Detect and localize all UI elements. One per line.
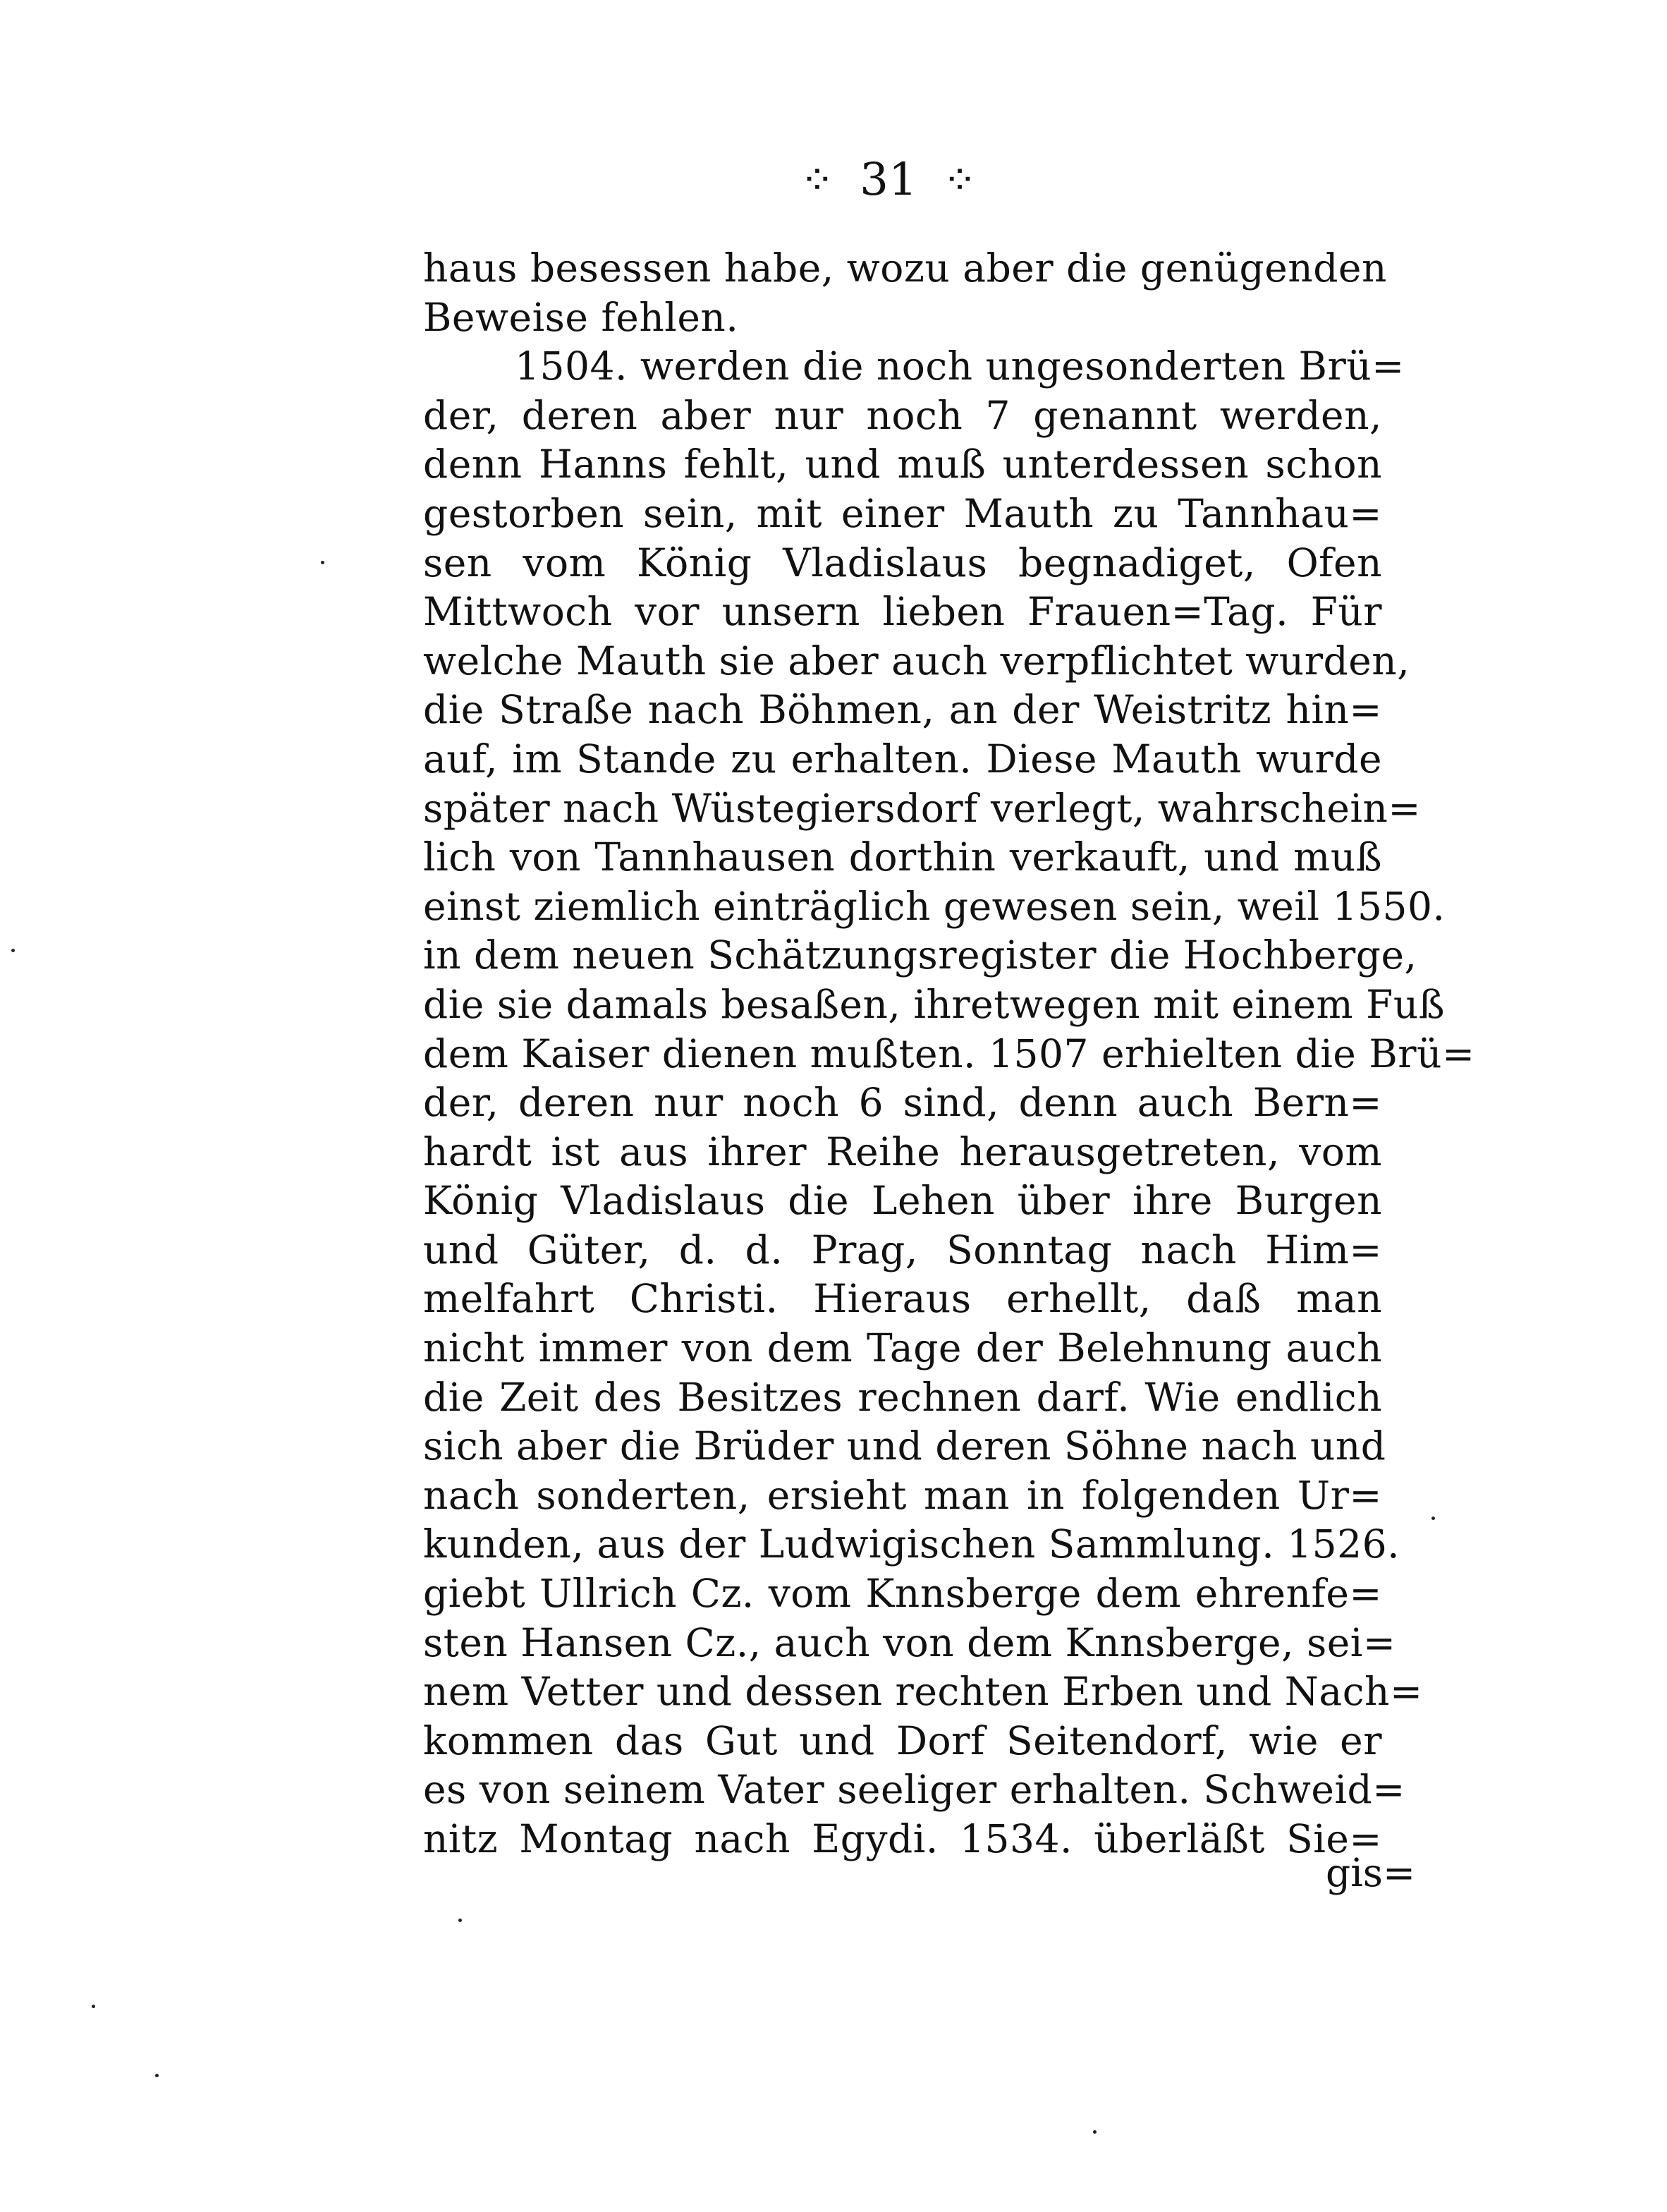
catchword: gis=	[1326, 1850, 1416, 1895]
text-line: nicht immer von dem Tage der Belehnung auch	[423, 1325, 1382, 1371]
left-ornament-icon: ⁘	[800, 156, 835, 204]
text-line: 1504. werden die noch ungesonderten Brü=	[515, 344, 1405, 389]
text-line: haus besessen habe, wozu aber die genügenden	[423, 245, 1387, 291]
scan-speck	[458, 1919, 462, 1922]
text-line: denn Hanns fehlt, und muß unterdessen schon	[423, 442, 1382, 487]
page-header	[733, 141, 1044, 219]
text-line: König Vladislaus die Lehen über ihre Burgen	[423, 1178, 1382, 1224]
scan-speck	[92, 2005, 95, 2008]
text-line: und Güter, d. d. Prag, Sonntag nach Him=	[423, 1227, 1382, 1272]
text-line: in dem neuen Schätzungsregister die Hochberge,	[423, 932, 1417, 978]
text-line: welche Mauth sie aber auch verpflichtet wurden,	[423, 638, 1410, 683]
text-line: giebt Ullrich Cz. vom Knnsberge dem ehrenfe=	[423, 1571, 1382, 1617]
scan-speck	[11, 949, 15, 952]
text-line: Beweise fehlen.	[423, 294, 739, 340]
text-line: Mittwoch vor unsern lieben Frauen=Tag. Für	[423, 589, 1382, 635]
text-line: der, deren nur noch 6 sind, denn auch Bern=	[423, 1080, 1382, 1126]
text-line: die sie damals besaßen, ihretwegen mit einem Fuß	[423, 981, 1446, 1027]
text-line: einst ziemlich einträglich gewesen sein, weil 1550.	[423, 883, 1446, 929]
text-line: lich von Tannhausen dorthin verkauft, und muß	[423, 834, 1382, 880]
text-line: später nach Wüstegiersdorf verlegt, wahrschein=	[423, 785, 1421, 831]
text-line: gestorben sein, mit einer Mauth zu Tannhau=	[423, 490, 1382, 536]
text-line: sten Hansen Cz., auch von dem Knnsberge, sei=	[423, 1620, 1396, 1665]
text-line: dem Kaiser dienen mußten. 1507 erhielten die Brü=	[423, 1031, 1475, 1076]
text-line: nitz Montag nach Egydi. 1534. überläßt Sie=	[423, 1816, 1382, 1861]
text-line: die Straße nach Böhmen, an der Weistritz hin=	[423, 687, 1382, 733]
text-line: sich aber die Brüder und deren Söhne nach und	[423, 1423, 1386, 1469]
text-line: die Zeit des Besitzes rechnen darf. Wie endlich	[423, 1374, 1382, 1420]
body-text	[423, 244, 1475, 1864]
text-line: auf, im Stande zu erhalten. Diese Mauth wurde	[423, 736, 1382, 782]
scan-speck	[1431, 1517, 1435, 1520]
text-line: nach sonderten, ersieht man in folgenden Ur=	[423, 1472, 1382, 1518]
scan-speck	[1093, 2130, 1097, 2134]
text-line: der, deren aber nur noch 7 genannt werden,	[423, 392, 1382, 438]
scan-speck	[155, 2074, 159, 2077]
page-number: 31	[860, 154, 917, 206]
text-line: sen vom König Vladislaus begnadiget, Ofen	[423, 540, 1382, 585]
text-line: kunden, aus der Ludwigischen Sammlung. 1526.	[423, 1521, 1400, 1567]
text-line: nem Vetter und dessen rechten Erben und Nach=	[423, 1669, 1423, 1715]
right-ornament-icon: ⁘	[942, 156, 977, 204]
scan-speck	[321, 561, 324, 564]
text-line: kommen das Gut und Dorf Seitendorf, wie er	[423, 1718, 1382, 1763]
text-line: melfahrt Christi. Hieraus erhellt, daß man	[423, 1276, 1382, 1322]
text-line: hardt ist aus ihrer Reihe herausgetreten, vom	[423, 1129, 1382, 1174]
text-line: es von seinem Vater seeliger erhalten. Schweid=	[423, 1767, 1405, 1813]
